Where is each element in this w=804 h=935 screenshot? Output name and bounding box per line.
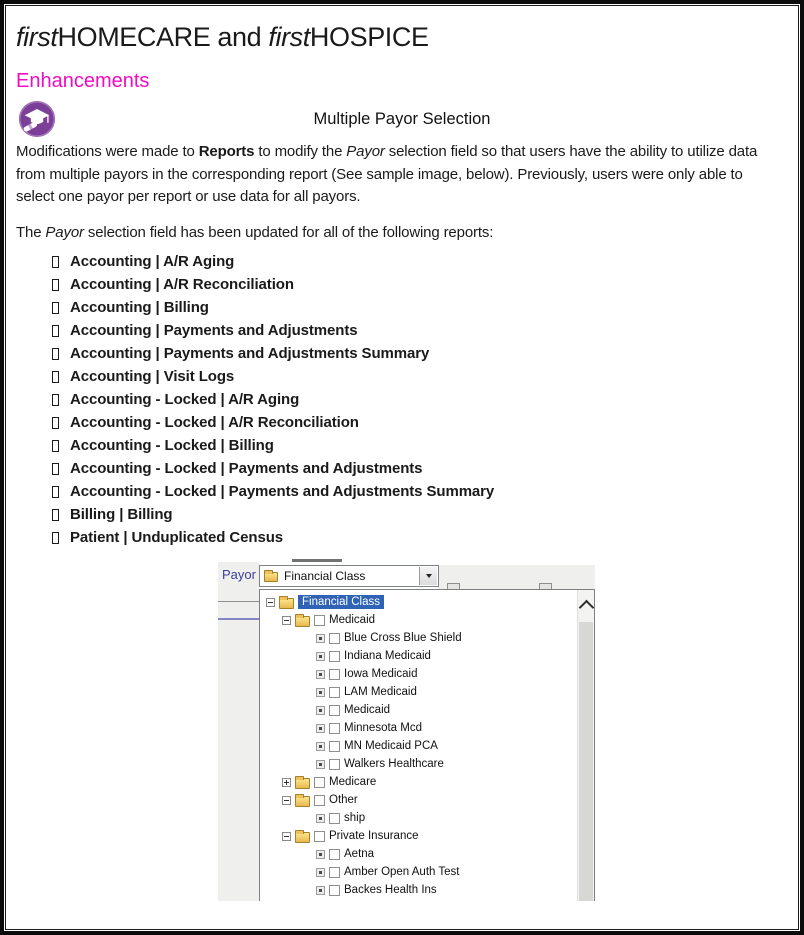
tree-row-label[interactable]: MN Medicaid PCA: [344, 740, 438, 752]
list-item: [52, 296, 788, 319]
feature-header-row: [16, 99, 788, 139]
tree-row[interactable]: [260, 611, 577, 629]
list-item: [52, 342, 788, 365]
list-item: [52, 480, 788, 503]
tree-row-label[interactable]: Medicaid: [344, 704, 391, 716]
collapse-icon[interactable]: [282, 616, 291, 625]
intro-text: Modifications were made to: [16, 143, 199, 160]
bullet-icon: [52, 440, 59, 452]
checkbox[interactable]: [314, 831, 325, 842]
tree-row[interactable]: [260, 791, 577, 809]
title-connector: and: [210, 22, 269, 52]
tree-row-label[interactable]: Indiana Medicaid: [344, 650, 431, 662]
bullet-icon: [52, 509, 59, 521]
checkbox[interactable]: [329, 651, 340, 662]
tree-row[interactable]: [260, 863, 577, 881]
enhancements-heading: Enhancements: [16, 70, 150, 92]
scrollbar[interactable]: [577, 590, 594, 901]
leaf-dot-icon[interactable]: [316, 868, 325, 877]
tree-row-label[interactable]: Financial Class: [298, 595, 384, 609]
report-name: Accounting - Locked | A/R Reconciliation: [70, 414, 359, 431]
collapse-icon[interactable]: [266, 598, 275, 607]
tree-row-label[interactable]: ship: [344, 812, 366, 824]
tree-row[interactable]: [260, 683, 577, 701]
checkbox[interactable]: [329, 759, 340, 770]
feature-heading: Multiple Payor Selection: [313, 110, 491, 128]
bullet-icon: [52, 302, 59, 314]
bullet-icon: [52, 463, 59, 475]
intro-text: to modify the: [254, 143, 347, 160]
tree-row-label[interactable]: Aetna: [344, 848, 375, 860]
bullet-icon: [52, 325, 59, 337]
list-item: [52, 319, 788, 342]
title-brand1-name: HOMECARE: [57, 22, 211, 52]
list-item: [52, 411, 788, 434]
tree-row[interactable]: [260, 593, 577, 611]
report-name: Accounting | A/R Aging: [70, 253, 235, 270]
tree-row-label[interactable]: Other: [329, 794, 358, 806]
leaf-dot-icon[interactable]: [316, 670, 325, 679]
checkbox[interactable]: [329, 885, 340, 896]
updated-reports-paragraph: [16, 222, 778, 245]
payor-tree-panel[interactable]: [259, 589, 595, 901]
tree-row-label[interactable]: Minnesota Mcd: [344, 722, 422, 734]
report-name: Accounting | Payments and Adjustments Summary: [70, 345, 430, 362]
checkbox[interactable]: [329, 723, 340, 734]
tree-row[interactable]: [260, 647, 577, 665]
leaf-dot-icon[interactable]: [316, 814, 325, 823]
folder-icon: [295, 832, 310, 843]
reports-emphasis: Reports: [198, 143, 255, 160]
intro-text: selection field has been updated for all of the following reports:: [83, 223, 494, 241]
checkbox[interactable]: [329, 849, 340, 860]
list-item: [52, 457, 788, 480]
tree-row-label[interactable]: Backes Health Ins: [344, 884, 437, 896]
bullet-icon: [52, 417, 59, 429]
form-background: [218, 562, 259, 901]
folder-icon: [295, 796, 310, 807]
checkbox[interactable]: [329, 633, 340, 644]
payor-tree: [260, 593, 577, 901]
tree-row[interactable]: [260, 773, 577, 791]
list-item: [52, 273, 788, 296]
report-name: Accounting - Locked | Payments and Adjustments Summary: [70, 483, 495, 500]
reports-list: [16, 250, 788, 549]
tree-row[interactable]: [260, 881, 577, 899]
intro-text: selection field so that users have the ability to utilize data from multiple payors in the corresponding report (See sample image, below). Previously, users were only able to select one payor per report or use data for all payors.: [16, 143, 758, 205]
payor-emphasis: Payor: [346, 143, 385, 160]
leaf-dot-icon[interactable]: [316, 850, 325, 859]
checkbox[interactable]: [329, 669, 340, 680]
tree-row[interactable]: [260, 719, 577, 737]
checkbox[interactable]: [314, 795, 325, 806]
report-name: Accounting - Locked | Payments and Adjustments: [70, 460, 423, 477]
checkbox[interactable]: [329, 687, 340, 698]
folder-icon: [295, 778, 310, 789]
bullet-icon: [52, 256, 59, 268]
intro-text: The: [16, 223, 46, 241]
payor-field-label: Payor: [222, 567, 256, 582]
tree-row-label[interactable]: Iowa Medicaid: [344, 668, 418, 680]
tree-row-label[interactable]: Amber Open Auth Test: [344, 866, 460, 878]
report-name: Accounting - Locked | Billing: [70, 437, 274, 454]
tree-row[interactable]: [260, 737, 577, 755]
combobox-value: Financial Class: [284, 569, 366, 583]
list-item: [52, 250, 788, 273]
folder-icon: [295, 616, 310, 627]
list-item: [52, 526, 788, 549]
payor-combobox[interactable]: [259, 565, 439, 587]
checkbox[interactable]: [329, 813, 340, 824]
bullet-icon: [52, 279, 59, 291]
sample-image-payor-selection: [218, 556, 595, 901]
list-item: [52, 388, 788, 411]
bullet-icon: [52, 371, 59, 383]
document-page: [6, 6, 798, 929]
scrollbar-up-icon[interactable]: [579, 600, 595, 616]
title-brand2-prefix: first: [268, 22, 310, 52]
scrollbar-track[interactable]: [579, 622, 593, 901]
list-item: [52, 503, 788, 526]
tree-row-label[interactable]: Medicare: [329, 776, 377, 788]
checkbox[interactable]: [329, 741, 340, 752]
checkbox[interactable]: [314, 615, 325, 626]
report-name: Billing | Billing: [70, 506, 173, 523]
tree-row-label[interactable]: Medicaid: [329, 614, 376, 626]
report-name: Accounting | A/R Reconciliation: [70, 276, 294, 293]
tree-row-label[interactable]: Walkers Healthcare: [344, 758, 444, 770]
leaf-dot-icon[interactable]: [316, 760, 325, 769]
payor-emphasis: Payor: [45, 223, 84, 241]
checkbox[interactable]: [314, 777, 325, 788]
bullet-icon: [52, 394, 59, 406]
tree-row-label[interactable]: LAM Medicaid: [344, 686, 417, 698]
tree-row[interactable]: [260, 665, 577, 683]
field-underline: [218, 618, 259, 620]
tree-row[interactable]: [260, 629, 577, 647]
leaf-dot-icon[interactable]: [316, 634, 325, 643]
tree-row-label[interactable]: Blue Cross Blue Shield: [344, 632, 462, 644]
title-brand2-name: HOSPICE: [309, 22, 429, 52]
expand-icon[interactable]: [282, 778, 291, 787]
field-underline: [218, 601, 259, 602]
folder-icon: [264, 572, 278, 582]
list-item: [52, 365, 788, 388]
tree-row-label[interactable]: Private Insurance: [329, 830, 419, 842]
bullet-icon: [52, 348, 59, 360]
checkbox[interactable]: [329, 867, 340, 878]
leaf-dot-icon[interactable]: [316, 724, 325, 733]
bullet-icon: [52, 486, 59, 498]
dropdown-arrow-icon: [426, 574, 432, 578]
page-title: [16, 20, 788, 54]
form-background: [438, 565, 595, 589]
dropdown-button[interactable]: [419, 567, 437, 585]
report-name: Accounting | Visit Logs: [70, 368, 235, 385]
report-name: Accounting | Billing: [70, 299, 209, 316]
page-inner-border: [5, 5, 799, 930]
leaf-dot-icon[interactable]: [316, 886, 325, 895]
report-name: Accounting | Payments and Adjustments: [70, 322, 358, 339]
collapse-icon[interactable]: [282, 832, 291, 841]
tree-row[interactable]: [260, 809, 577, 827]
checkbox[interactable]: [329, 705, 340, 716]
intro-paragraph: [16, 141, 778, 209]
leaf-dot-icon[interactable]: [316, 742, 325, 751]
report-name: Patient | Unduplicated Census: [70, 529, 283, 546]
tree-row[interactable]: [260, 827, 577, 845]
folder-icon: [279, 598, 294, 609]
leaf-dot-icon[interactable]: [316, 688, 325, 697]
bullet-icon: [52, 532, 59, 544]
collapse-icon[interactable]: [282, 796, 291, 805]
cropped-text-fragment: [292, 559, 342, 562]
tree-row[interactable]: [260, 701, 577, 719]
tree-row[interactable]: [260, 845, 577, 863]
report-name: Accounting - Locked | A/R Aging: [70, 391, 300, 408]
leaf-dot-icon[interactable]: [316, 652, 325, 661]
tree-row[interactable]: [260, 755, 577, 773]
list-item: [52, 434, 788, 457]
leaf-dot-icon[interactable]: [316, 706, 325, 715]
title-brand1-prefix: first: [16, 22, 58, 52]
